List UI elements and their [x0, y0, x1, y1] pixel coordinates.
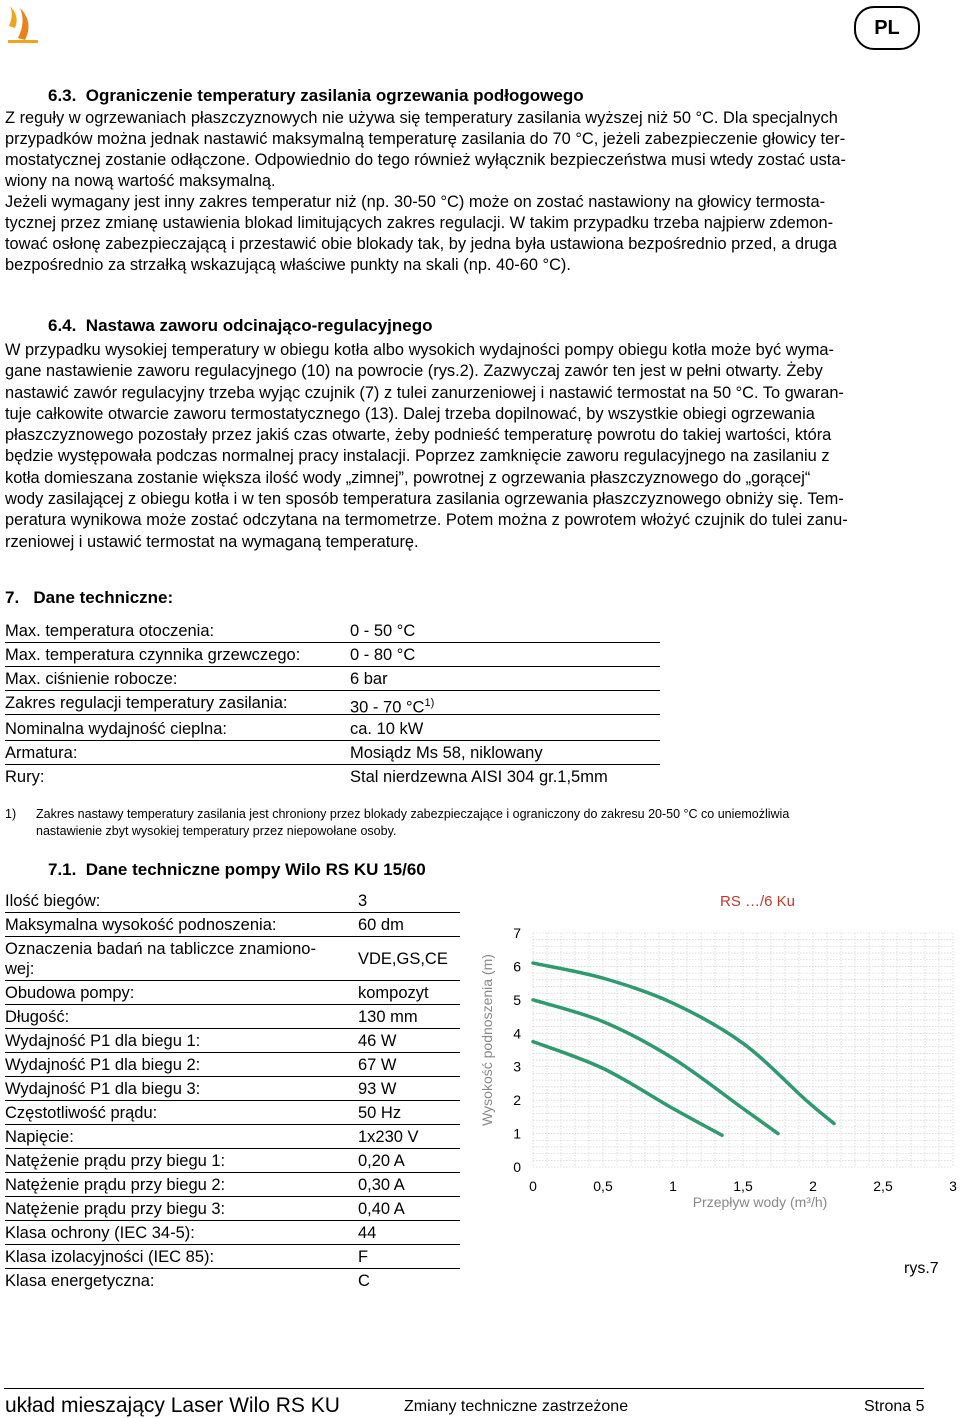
pump-curve-chart	[470, 880, 960, 1210]
row-label: Klasa izolacyjności (IEC 85):	[5, 1248, 215, 1266]
chart-svg	[470, 880, 960, 1210]
x-tick-label: 1	[669, 1178, 677, 1194]
footer-divider	[4, 1388, 924, 1389]
section-7-title: 7. Dane techniczne:	[5, 588, 174, 607]
row-label: Napięcie:	[5, 1128, 74, 1146]
table-row	[5, 1078, 460, 1101]
section-6-4-text	[5, 340, 925, 553]
text-line: gane nastawienie zaworu regulacyjnego (10) na powrocie (rys.2). Zazwyczaj zawór ten jest w pełni otwarty. Żeby	[5, 362, 823, 381]
table-row	[5, 668, 660, 691]
row-value: 0 - 80 °C	[350, 646, 416, 664]
table-row	[5, 914, 460, 937]
x-tick-label: 1,5	[733, 1178, 753, 1194]
row-value: 0,40 A	[358, 1200, 405, 1218]
pump-curve	[533, 1042, 722, 1136]
footnote-line: nastawienie zbyt wysokiej temperatury przez niepowołane osoby.	[36, 824, 397, 838]
row-label: Maksymalna wysokość podnoszenia:	[5, 916, 277, 934]
row-label: Zakres regulacji temperatury zasilania:	[5, 694, 288, 712]
footer-notice: Zmiany techniczne zastrzeżone	[404, 1398, 629, 1415]
row-label: Oznaczenia badań na tabliczce znamiono-	[5, 940, 316, 958]
row-label: Nominalna wydajność cieplna:	[5, 720, 227, 738]
text-line: płaszczyznowego pozostały przez jakiś czas otwarte, żeby podnieść temperaturę powrotu do takiej wartości, która	[5, 426, 832, 445]
footer-page-number: Strona 5	[864, 1398, 925, 1415]
x-tick-label: 0	[529, 1178, 537, 1194]
row-value: ca. 10 kW	[350, 720, 424, 738]
x-tick-label: 2	[809, 1178, 817, 1194]
row-label: Natężenie prądu przy biegu 3:	[5, 1200, 226, 1218]
text-line: W przypadku wysokiej temperatury w obiegu kotła albo wysokich wydajności pompy obiegu kotła może być wyma-	[5, 341, 834, 359]
row-label: Natężenie prądu przy biegu 1:	[5, 1152, 226, 1170]
table-row	[5, 938, 460, 981]
text-line: mostatycznej zostanie odłączone. Odpowiednio do tego również wyłącznik bezpieczeństwa musi wtedy zostać usta-	[5, 151, 846, 169]
row-label: Obudowa pompy:	[5, 984, 135, 1002]
row-value: 30 - 70 °C	[350, 698, 425, 717]
row-value: 44	[358, 1224, 377, 1242]
footnote-text	[36, 806, 926, 840]
row-label: Rury:	[5, 768, 45, 786]
language-badge: PL	[854, 6, 920, 50]
section-7-1-title: 7.1. Dane techniczne pompy Wilo RS KU 15/60	[48, 860, 426, 879]
footnote-line: Zakres nastawy temperatury zasilania jest chroniony przez blokady zabezpieczające i ograniczony do zakresu 20-50 °C co uniemożliwia	[36, 807, 790, 821]
y-tick-label: 7	[513, 925, 521, 941]
footnote-ref: 1)	[424, 697, 435, 709]
text-line: przypadków można jednak nastawić maksymalną temperaturę zasilania do 70 °C, jeżeli zabezpieczenie głowicy ter-	[5, 130, 846, 148]
row-value: 46 W	[358, 1032, 397, 1050]
row-label: Ilość biegów:	[5, 892, 101, 910]
table-row	[5, 718, 660, 741]
text-line: kotła domieszana zostanie większa ilość wody „zimnej”, powrotnej z ogrzewania płaszczyznowego do „gorącej“	[5, 468, 811, 487]
row-value: 0,30 A	[358, 1176, 405, 1194]
row-value: C	[358, 1272, 370, 1290]
table-row	[5, 1174, 460, 1197]
section-6-3-text	[5, 108, 925, 276]
footer-title: układ mieszający Laser Wilo RS KU	[5, 1394, 340, 1417]
tech-data-table	[5, 620, 660, 790]
table-row	[5, 1198, 460, 1221]
row-label: Armatura:	[5, 744, 78, 762]
table-row	[5, 1102, 460, 1125]
row-value: 50 Hz	[358, 1104, 402, 1122]
row-label: Klasa ochrony (IEC 34-5):	[5, 1224, 195, 1242]
text-line: nastawić zawór regulacyjny trzeba wyjąc czujnik (7) z tulei zanurzeniowej i nastawić termostat na 50 °C. To gwaran-	[5, 383, 844, 402]
text-line: wiony na nową wartość maksymalną.	[5, 172, 276, 190]
row-label: Max. ciśnienie robocze:	[5, 670, 178, 688]
pump-curve	[533, 963, 834, 1123]
row-value: VDE,GS,CE	[358, 950, 448, 968]
row-value: 67 W	[358, 1056, 397, 1074]
table-row	[5, 1246, 460, 1269]
figure-label: rys.7	[904, 1260, 939, 1277]
table-row	[5, 982, 460, 1005]
text-line: bezpośrednio za strzałką wskazującą właściwe punkty na skali (np. 40-60 °C).	[5, 256, 571, 274]
table-row	[5, 1222, 460, 1245]
y-tick-label: 5	[513, 991, 521, 1008]
footnote-mark: 1)	[5, 807, 17, 821]
row-label: Częstotliwość prądu:	[5, 1104, 158, 1122]
row-label: Wydajność P1 dla biegu 3:	[5, 1080, 201, 1098]
y-tick-label: 1	[513, 1125, 521, 1142]
text-line: peratura wynikowa może zostać odczytana na termometrze. Potem można z powrotem włożyć czujnik do tulei zanu-	[5, 511, 848, 530]
text-line: Z reguły w ogrzewaniach płaszczyznowych nie używa się temperatury zasilania wyższej niż 50 °C. Dla specjalnych	[5, 109, 838, 127]
row-value: kompozyt	[358, 984, 429, 1002]
row-value: 93 W	[358, 1080, 397, 1098]
table-row	[5, 1054, 460, 1077]
row-label: Natężenie prądu przy biegu 2:	[5, 1176, 226, 1194]
table-row	[5, 1030, 460, 1053]
row-value: 130 mm	[358, 1008, 418, 1026]
row-label: Klasa energetyczna:	[5, 1272, 155, 1290]
y-tick-label: 0	[513, 1159, 521, 1175]
table-row	[5, 620, 660, 643]
x-tick-label: 3	[949, 1178, 957, 1194]
text-line: tuje całkowite otwarcie zaworu termostatycznego (13). Dalej trzeba dopilnować, by wszystkie obiegi ogrzewania	[5, 404, 815, 423]
row-value: Mosiądz Ms 58, niklowany	[350, 744, 543, 762]
table-row	[5, 1270, 460, 1292]
row-value: 0 - 50 °C	[350, 622, 416, 640]
table-row	[5, 692, 660, 715]
row-value: 1x230 V	[358, 1128, 419, 1146]
table-row	[5, 766, 660, 788]
text-line: będzie występowała podczas normalnej pracy instalacji. Poprzez zamknięcie zaworu regulacyjnego na zasilaniu z	[5, 447, 830, 466]
table-row	[5, 644, 660, 667]
row-value: F	[358, 1248, 369, 1266]
y-tick-label: 2	[513, 1092, 521, 1109]
brand-logo	[6, 4, 40, 44]
section-6-4-title: 6.4. Nastawa zaworu odcinająco-regulacyjnego	[48, 316, 433, 335]
text-line: rzeniowej i ustawić termostat na wymaganą temperaturę.	[5, 532, 419, 551]
table-row	[5, 742, 660, 765]
pump-data-table	[5, 890, 460, 1290]
row-label: Wydajność P1 dla biegu 1:	[5, 1032, 201, 1050]
row-value: Stal nierdzewna AISI 304 gr.1,5mm	[350, 768, 608, 786]
row-label: Wydajność P1 dla biegu 2:	[5, 1056, 201, 1074]
table-row	[5, 1006, 460, 1029]
x-tick-label: 2,5	[873, 1178, 893, 1194]
row-label: Max. temperatura otoczenia:	[5, 622, 215, 640]
row-value: 0,20 A	[358, 1152, 405, 1170]
row-label: Długość:	[5, 1008, 70, 1026]
text-line: wody zasilającej z obiegu kotła i w ten sposób temperatura zasilania ogrzewania płaszczyznowego obniży się. Tem-	[5, 490, 844, 509]
row-value-wrap	[350, 692, 434, 719]
row-label-continued: wej:	[5, 960, 35, 978]
y-tick-label: 4	[513, 1025, 521, 1042]
text-line: tować osłonę zabezpieczającą i przestawić obie blokady tak, by jedna była ustawiona bezpośrednio przed, a druga	[5, 235, 837, 253]
table-row	[5, 1150, 460, 1173]
y-tick-label: 6	[513, 958, 521, 975]
text-line: tycznej przez zmianę ustawienia blokad limitujących zakres regulacji. W takim przypadku trzeba najpierw zdemon-	[5, 214, 834, 232]
x-tick-label: 0,5	[593, 1178, 613, 1194]
row-value: 6 bar	[350, 670, 388, 688]
row-label: Max. temperatura czynnika grzewczego:	[5, 646, 301, 664]
section-6-3-title: 6.3. Ograniczenie temperatury zasilania ogrzewania podłogowego	[48, 86, 584, 105]
row-value: 60 dm	[358, 916, 404, 934]
table-row	[5, 1126, 460, 1149]
row-value: 3	[358, 892, 368, 910]
x-axis-label: Przepływ wody (m³/h)	[692, 1194, 828, 1210]
table-row	[5, 890, 460, 913]
y-axis-label: Wysokość podnoszenia (m)	[479, 954, 495, 1126]
text-line: Jeżeli wymagany jest inny zakres temperatur niż (np. 30-50 °C) może on zostać nastawiony na głowicy termosta-	[5, 193, 826, 211]
chart-title: RS …/6 Ku	[720, 893, 796, 910]
y-tick-label: 3	[513, 1058, 521, 1075]
